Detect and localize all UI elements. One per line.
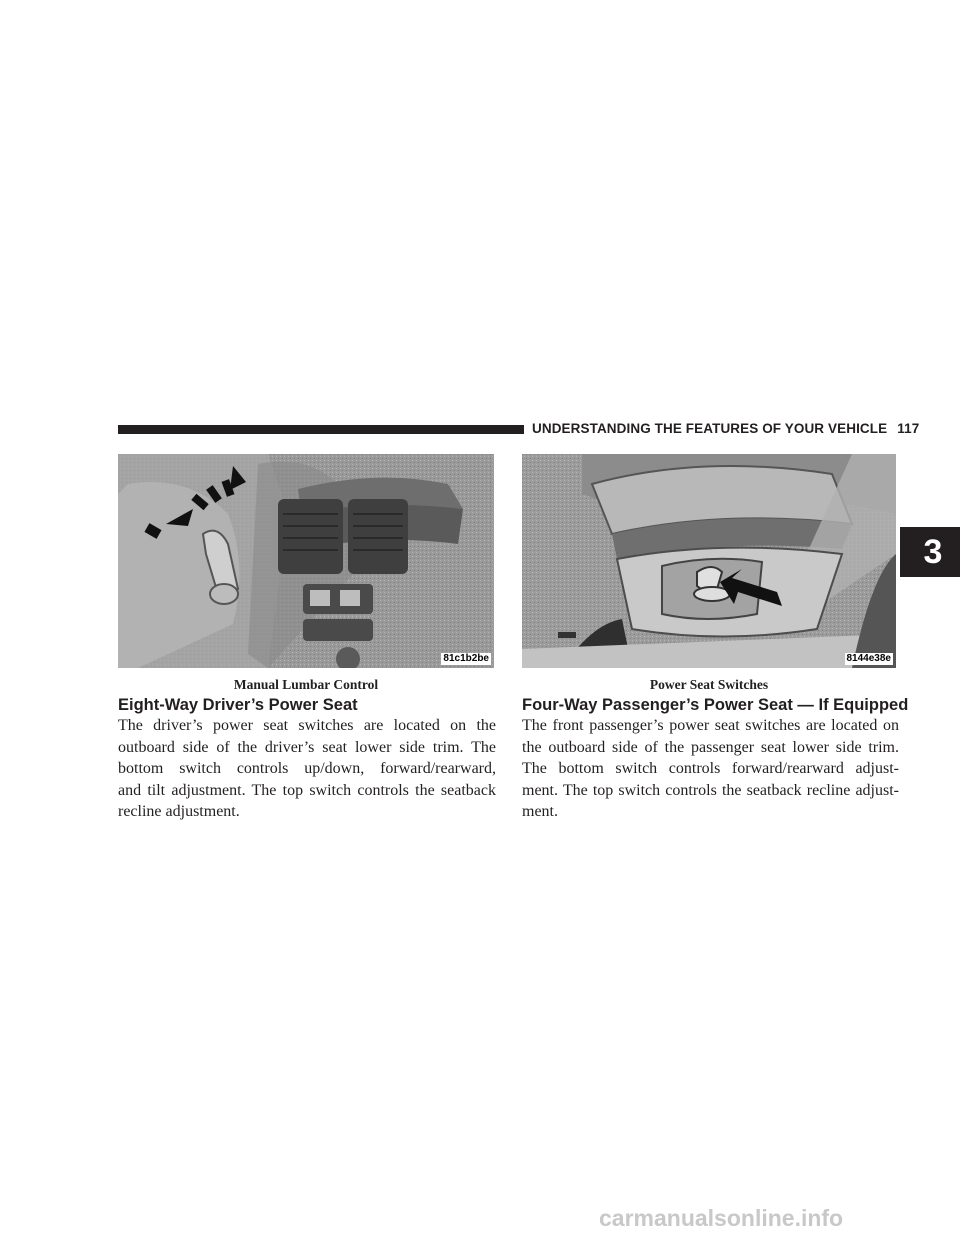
figure-manual-lumbar-control (118, 454, 494, 668)
body-line: outboard side of the driver’s seat lower side trim. The (118, 738, 496, 756)
body-line: ment. (522, 803, 558, 821)
header-rule (118, 425, 524, 434)
seat-switches-illustration (522, 454, 896, 668)
lumbar-control-illustration (118, 454, 494, 668)
body-line: The driver’s power seat switches are located on the (118, 717, 496, 734)
page-number: 117 (897, 421, 920, 436)
header-title: UNDERSTANDING THE FEATURES OF YOUR VEHICLE (532, 421, 888, 436)
section-heading-passenger-seat: Four-Way Passenger’s Power Seat — If Equipped (522, 696, 909, 714)
section-heading-driver-seat: Eight-Way Driver’s Power Seat (118, 696, 358, 714)
figure-code: 8144e38e (846, 653, 891, 664)
body-line: The front passenger’s power seat switches are located on (522, 717, 899, 734)
body-line: The bottom switch controls forward/rearward adjust- (522, 760, 899, 778)
figure-caption: Power Seat Switches (649, 677, 769, 692)
body-line: and tilt adjustment. The top switch controls the seatback (118, 781, 496, 799)
body-line: ment. The top switch controls the seatback recline adjust- (522, 781, 899, 799)
watermark-link[interactable]: carmanualsonline.info (599, 1205, 844, 1231)
section-body-passenger-seat (522, 715, 899, 823)
section-body-driver-seat (118, 715, 496, 823)
body-line: bottom switch controls up/down, forward/rearward, (118, 760, 496, 778)
figure-power-seat-switches (522, 454, 896, 668)
body-line: the outboard side of the passenger seat lower side trim. (522, 738, 899, 756)
body-line: recline adjustment. (118, 803, 240, 821)
figure-caption: Manual Lumbar Control (233, 677, 379, 692)
figure-code: 81c1b2be (443, 653, 489, 664)
running-header (532, 420, 919, 438)
chapter-tab[interactable]: 3 (900, 527, 960, 577)
